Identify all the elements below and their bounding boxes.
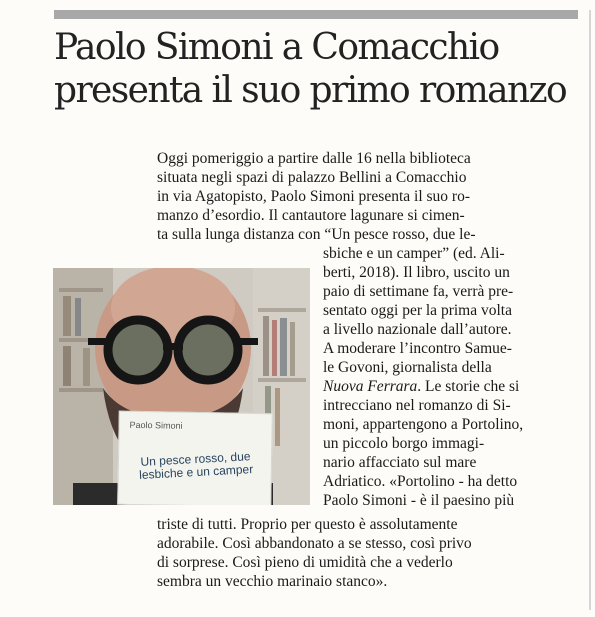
body-line: le Govoni, giornalista della xyxy=(323,359,492,376)
book-cover xyxy=(117,411,273,505)
body-line: Adriatico. «Portolino - ha detto xyxy=(323,473,518,490)
body-line: a livello nazionale dall’autore. xyxy=(323,321,512,338)
headline-line-2: presenta il suo primo romanzo xyxy=(54,70,567,111)
book-title: Un pesce rosso, due lesbiche e un camper xyxy=(138,449,254,482)
column-divider xyxy=(589,10,591,610)
body-line: situata negli spazi di palazzo Bellini a Comacchio xyxy=(157,169,467,186)
body-line: triste di tutti. Proprio per questo è assolutamente xyxy=(157,516,458,533)
body-line: berti, 2018). Il libro, uscito un xyxy=(323,264,510,281)
top-rule xyxy=(54,10,578,19)
body-line: A moderare l’incontro Samue- xyxy=(323,340,512,357)
body-line: moni, appartengono a Portolino, xyxy=(323,416,524,433)
body-line: un piccolo borgo immagi- xyxy=(323,435,485,452)
newspaper-name: Nuova Ferrara xyxy=(323,378,418,395)
body-line: adorabile. Così abbandonato a se stesso, così privo xyxy=(157,535,472,552)
body-line: sentato oggi per la prima volta xyxy=(323,302,512,319)
headline-line-1: Paolo Simoni a Comacchio xyxy=(54,27,499,68)
body-line: in via Agatopisto, Paolo Simoni presenta il suo ro- xyxy=(157,188,470,205)
body-line: manzo d’esordio. Il cantautore lagunare si cimen- xyxy=(157,207,465,224)
body-line: Paolo Simoni - è il paesino più xyxy=(323,492,515,509)
book-author: Paolo Simoni xyxy=(129,419,183,431)
body-line: Nuova Ferrara. Le storie che si xyxy=(323,378,520,395)
body-line: nario affacciato sul mare xyxy=(323,454,477,471)
body-line: di sorprese. Così pieno di umidità che a vederlo xyxy=(157,554,453,571)
body-line: sembra un vecchio marinaio stanco». xyxy=(157,573,388,590)
body-line: Oggi pomeriggio a partire dalle 16 nella biblioteca xyxy=(157,150,471,167)
headline xyxy=(54,26,584,112)
body-line: sbiche e un camper” (ed. Ali- xyxy=(323,245,505,262)
body-line: paio di settimane fa, verrà pre- xyxy=(323,283,514,300)
author-photo xyxy=(53,268,310,505)
body-line: intrecciano nel romanzo di Si- xyxy=(323,397,511,414)
body-line: ta sulla lunga distanza con “Un pesce rosso, due le- xyxy=(157,226,476,243)
